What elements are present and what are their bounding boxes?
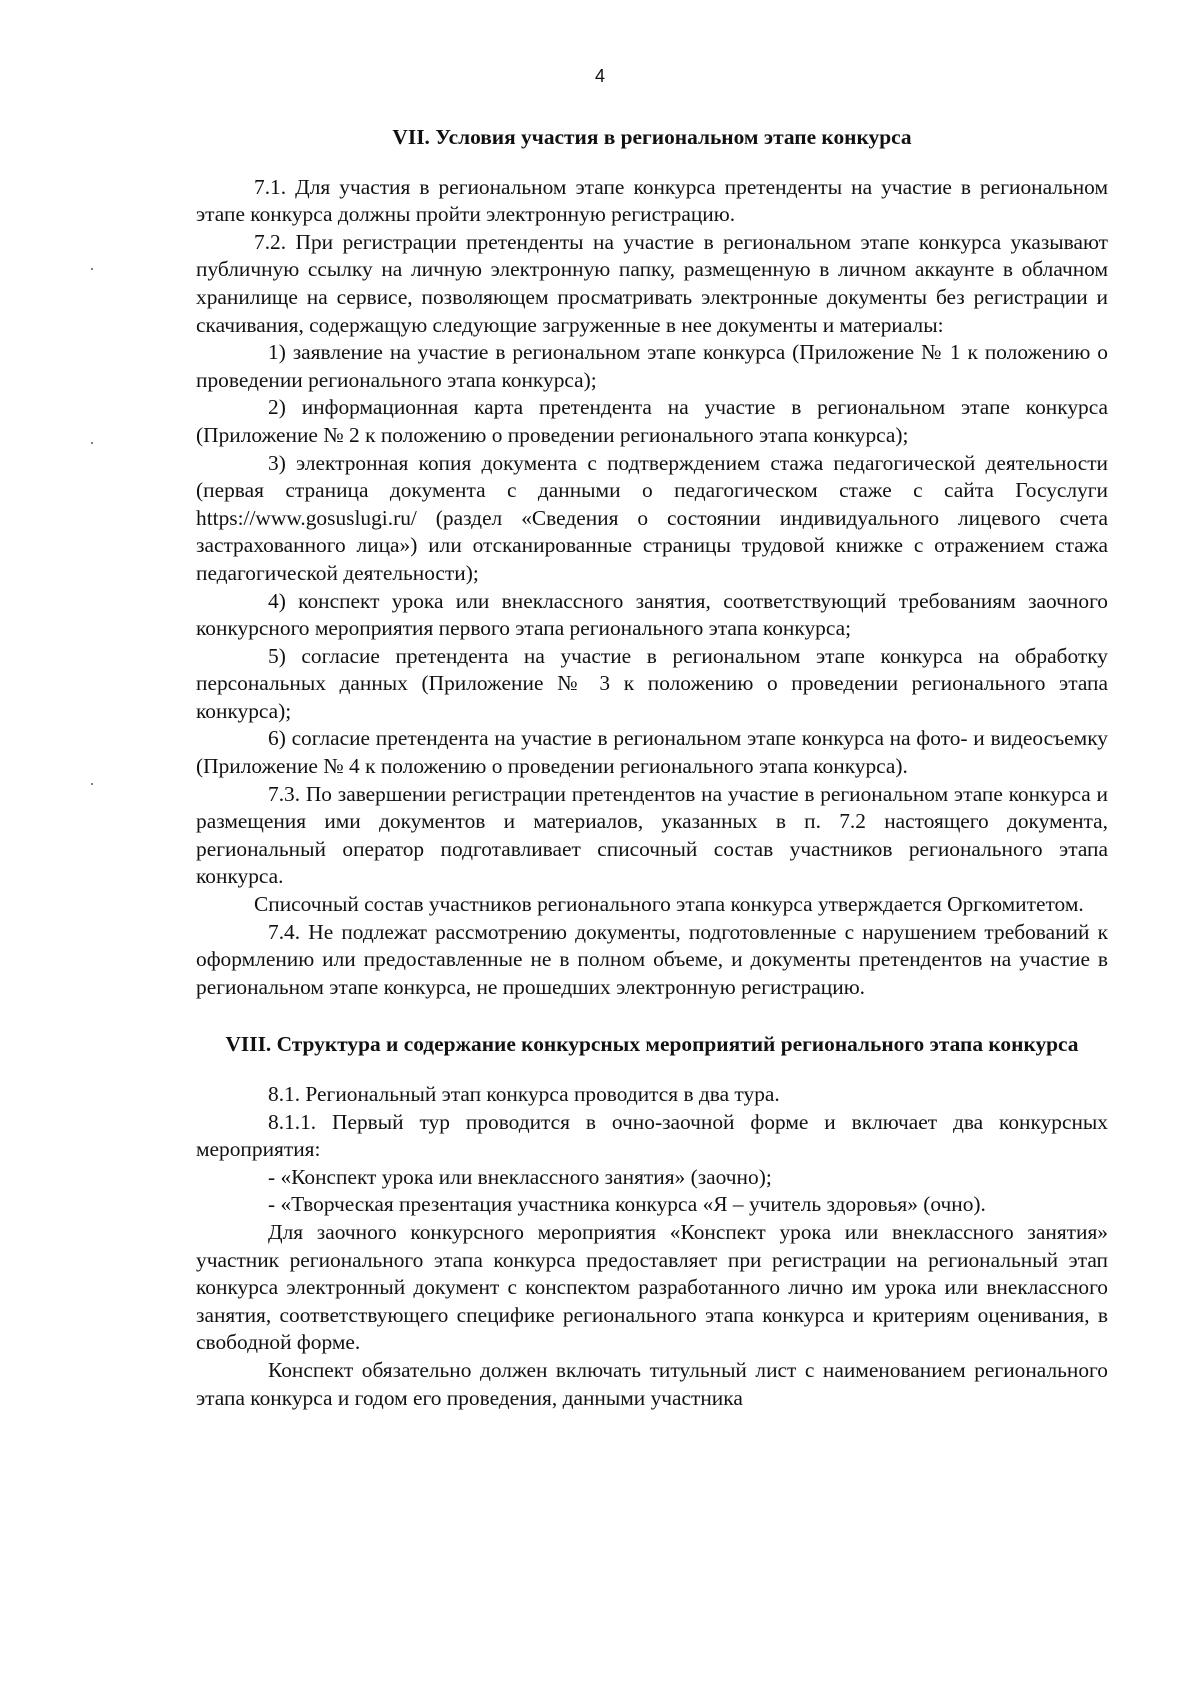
list-item: 6) согласие претендента на участие в региональном этапе конкурса на фото- и видеосъемку (Приложение № 4 к положению о проведении регионального этапа конкурса). (196, 726, 1108, 779)
section-8-heading: VIII. Структура и содержание конкурсных мероприятий регионального этапа конкурса (225, 1032, 1079, 1057)
list-item: 5) согласие претендента на участие в региональном этапе конкурса на обработку персональных данных (Приложение № 3 к положению о проведении регионального этапа конкурса); (196, 643, 1108, 723)
paragraph-7-4: 7.4. Не подлежат рассмотрению документы, подготовленные с нарушением требований к оформлению или предоставленные не в полном объеме, и документы претендентов на участие в региональном этапе конкурса, не прошедших электронную регистрацию. (196, 919, 1108, 999)
margin-dot (91, 783, 93, 785)
document-body (196, 124, 1108, 1412)
list-item: 1) заявление на участие в региональном этапе конкурса (Приложение № 1 к положению о проведении регионального этапа конкурса); (196, 340, 1108, 392)
dash-list-item: - «Творческая презентация участника конкурса «Я – учитель здоровья» (очно). (268, 1192, 986, 1217)
paragraph-distance-event: Для заочного конкурсного мероприятия «Конспект урока или внеклассного занятия» участник регионального этапа конкурса предоставляет при регистрации на региональный этап конкурса электронный документ с конспектом разработанного лично им урока или внеклассного занятия, соответствующего специфике регионального этапа конкурса и критериям оценивания, в свободной форме. (196, 1219, 1108, 1355)
list-item: 4) конспект урока или внеклассного занятия, соответствующий требованиям заочного конкурсного мероприятия первого этапа регионального этапа конкурса; (196, 588, 1108, 641)
section-7-heading: VII. Условия участия в региональном этапе конкурса (392, 125, 912, 149)
list-item: 3) электронная копия документа с подтверждением стажа педагогической деятельности (первая страница документа с данными о педагогическом стаже с сайта Госуслуги https://www.gosuslugi.ru/ (раздел «Сведения о состоянии индивидуального лицевого счета застрахованного лица») или отсканированные страницы трудовой книжке с отражением стажа педагогической деятельности); (196, 450, 1108, 585)
list-item: 2) информационная карта претендента на участие в региональном этапе конкурса (Приложение № 2 к положению о проведении регионального этапа конкурса); (196, 395, 1108, 447)
paragraph-7-1: 7.1. Для участия в региональном этапе конкурса претенденты на участие в региональном этапе конкурса должны пройти электронную регистрацию. (196, 174, 1108, 227)
margin-dot (91, 268, 93, 270)
paragraph-7-3: 7.3. По завершении регистрации претендентов на участие в региональном этапе конкурса и размещения ими документов и материалов, указанных в п. 7.2 настоящего документа, региональный оператор подготавливает списочный состав участников регионального этапа конкурса. (196, 781, 1108, 889)
dash-list-item: - «Конспект урока или внеклассного занятия» (заочно); (268, 1164, 772, 1189)
paragraph-8-1: 8.1. Региональный этап конкурса проводится в два тура. (268, 1082, 780, 1106)
margin-dot (91, 442, 93, 444)
paragraph-list-approval: Списочный состав участников регионального этапа конкурса утверждается Оргкомитетом. (254, 892, 1084, 917)
paragraph-8-1-1: 8.1.1. Первый тур проводится в очно-заочной форме и включает два конкурсных мероприятия: (196, 1109, 1108, 1162)
paragraph-summary-requirements: Конспект обязательно должен включать титульный лист с наименованием регионального этапа конкурса и годом его проведения, данными участника (196, 1357, 1108, 1410)
page-number: 4 (594, 66, 605, 86)
paragraph-7-2: 7.2. При регистрации претенденты на участие в региональном этапе конкурса указывают публичную ссылку на личную электронную папку, размещенную в личном аккаунте в облачном хранилище на сервисе, позволяющем просматривать электронные документы без регистрации и скачивания, содержащую следующие загруженные в нее документы и материалы: (196, 229, 1108, 337)
